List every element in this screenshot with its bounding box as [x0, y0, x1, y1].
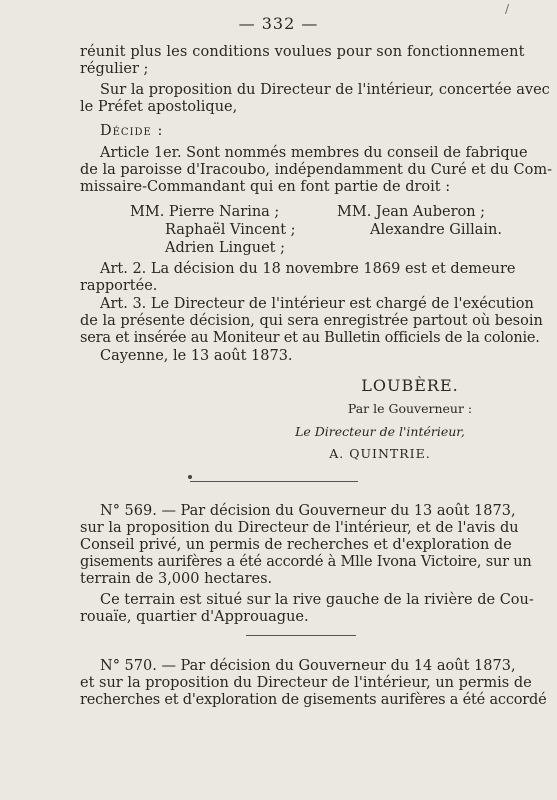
- text-line: Conseil privé, un permis de recherches et d'exploration de: [80, 537, 512, 553]
- article-2: [80, 261, 525, 295]
- decide-heading: Décide :: [100, 123, 164, 139]
- article-1: [80, 145, 552, 196]
- text-line: gisements aurifères a été accordé à Mlle Ivona Victoire, sur un: [80, 554, 532, 570]
- paragraph-continuation: [80, 44, 525, 78]
- paragraph-proposition: [80, 82, 550, 116]
- text-line: rapportée.: [80, 278, 158, 294]
- text-line: Art. 2. La décision du 18 novembre 1869 est et demeure: [100, 261, 516, 277]
- signer-name: A. QUINTRIE.: [329, 446, 431, 461]
- text-line: terrain de 3,000 hectares.: [80, 571, 273, 587]
- section-divider: [190, 481, 358, 482]
- corner-mark: /: [505, 2, 510, 16]
- text-line: missaire-Commandant qui en font partie de droit :: [80, 179, 451, 195]
- member-name: Raphaël Vincent ;: [165, 222, 296, 238]
- text-line: N° 569. — Par décision du Gouverneur du 13 août 1873,: [100, 503, 516, 519]
- text-line: et sur la proposition du Directeur de l'intérieur, un permis de: [80, 675, 532, 691]
- member-name: Adrien Linguet ;: [165, 240, 285, 256]
- text-line: Article 1er. Sont nommés membres du conseil de fabrique: [100, 145, 528, 161]
- ink-dot: [188, 475, 192, 479]
- member-name: MM. Jean Auberon ;: [337, 204, 486, 220]
- page-number: — 332 —: [238, 14, 319, 33]
- text-line: sera et insérée au Moniteur et au Bulletin officiels de la colonie.: [80, 330, 540, 346]
- signature-by: Par le Gouverneur :: [347, 401, 473, 416]
- text-line: de la paroisse d'Iracoubo, indépendamment du Curé et du Com-: [80, 162, 552, 178]
- text-line: de la présente décision, qui sera enregistrée partout où besoin: [80, 313, 543, 329]
- text-line: Sur la proposition du Directeur de l'intérieur, concertée avec: [100, 82, 550, 98]
- place-date: Cayenne, le 13 août 1873.: [100, 348, 293, 364]
- text-line: recherches et d'exploration de gisements aurifères a été accordé: [80, 692, 547, 708]
- text-line: Art. 3. Le Directeur de l'intérieur est chargé de l'exécution: [100, 296, 534, 312]
- text-line: N° 570. — Par décision du Gouverneur du 14 août 1873,: [100, 658, 516, 674]
- article-3: [80, 296, 543, 347]
- decision-570: [80, 658, 547, 709]
- governor-signature: LOUBÈRE.: [361, 376, 459, 395]
- text-line: réunit plus les conditions voulues pour son fonctionnement: [80, 44, 525, 60]
- text-line: régulier ;: [80, 61, 149, 77]
- text-line: rouaïe, quartier d'Approuague.: [80, 609, 309, 625]
- text-line: le Préfet apostolique,: [80, 99, 238, 115]
- text-line: Ce terrain est situé sur la rive gauche de la rivière de Cou-: [100, 592, 534, 608]
- section-divider: [246, 635, 356, 636]
- member-name: MM. Pierre Narina ;: [130, 204, 280, 220]
- member-name: Alexandre Gillain.: [370, 222, 502, 238]
- signature-role: Le Directeur de l'intérieur,: [295, 424, 465, 439]
- text-line: sur la proposition du Directeur de l'intérieur, et de l'avis du: [80, 520, 519, 536]
- decision-569: [80, 503, 534, 626]
